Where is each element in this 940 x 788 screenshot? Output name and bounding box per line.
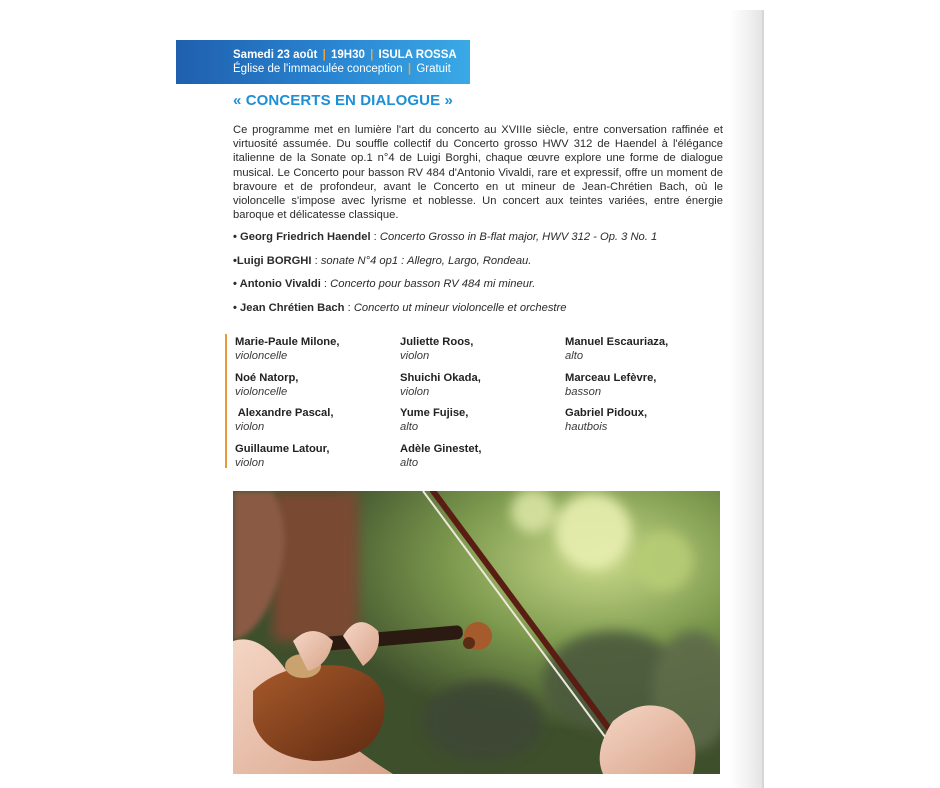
musician-name: Guillaume Latour, [235, 443, 330, 455]
musician-name: Marceau Lefèvre, [565, 372, 657, 384]
event-price: Gratuit [416, 63, 451, 75]
musician-name: Manuel Escauriaza, [565, 336, 669, 348]
musician-instrument: alto [400, 421, 419, 433]
musician-name: Shuichi Okada, [400, 372, 481, 384]
work-title: Concerto pour basson RV 484 mi mineur. [330, 278, 536, 290]
musician [235, 371, 298, 399]
page-edge [762, 10, 764, 788]
musician [235, 442, 330, 470]
musician-instrument: violoncelle [235, 386, 288, 398]
work-title: sonate N°4 op1 : Allegro, Largo, Rondeau. [320, 255, 532, 267]
event-date: Samedi 23 août [233, 49, 318, 61]
program-separator: : [344, 302, 354, 314]
musician [235, 406, 333, 434]
musician-instrument: violoncelle [235, 350, 288, 362]
composer-name: •Luigi BORGHI [233, 255, 312, 267]
musician [400, 335, 473, 363]
composer-name: • Georg Friedrich Haendel [233, 231, 371, 243]
program-item [233, 255, 531, 267]
musician [565, 406, 647, 434]
banner-separator: | [322, 49, 326, 61]
banner-separator: | [407, 63, 412, 75]
musician [565, 371, 656, 399]
musician-name: Noé Natorp, [235, 372, 299, 384]
musicians-accent-bar [225, 334, 227, 468]
musician-name: Gabriel Pidoux, [565, 407, 648, 419]
page-gutter-shadow [730, 10, 764, 788]
musician-name: Marie-Paule Milone, [235, 336, 340, 348]
violinist-photo-illustration [233, 491, 720, 774]
program-separator: : [311, 255, 321, 267]
musician-name: Juliette Roos, [400, 336, 474, 348]
work-title: Concerto Grosso in B-flat major, HWV 312 - Op. 3 No. 1 [379, 231, 658, 243]
musician-instrument: basson [565, 386, 602, 398]
musician [565, 335, 668, 363]
musician [400, 371, 481, 399]
musician-instrument: alto [400, 457, 419, 469]
program-description: Ce programme met en lumière l'art du concerto au XVIIIe siècle, entre conversation raffinée et virtuosité assumée. Du souffle collectif du Concerto grosso HWV 312 de Haendel à l'élégance italienne de la Sonate op.1 n°4 de Luigi Borghi, chaque œuvre explore une forme de dialogue musical. Le Concerto pour basson RV 484 d'Antonio Vivaldi, rare et expressif, offre un moment de bravoure et de profondeur, avant le Concerto en ut mineur de Jean-Chrétien Bach, où le violoncelle s'impose avec lyrisme et noblesse. Un concert aux teintes variées, entre énergie baroque et délicatesse classique. [233, 124, 723, 222]
event-banner [176, 40, 470, 84]
composer-name: • Jean Chrétien Bach [233, 302, 345, 314]
musician-instrument: hautbois [565, 421, 608, 433]
musician-instrument: violon [235, 457, 265, 469]
program-separator: : [320, 278, 331, 290]
program-separator: : [370, 231, 380, 243]
banner-separator: | [370, 49, 374, 61]
musician-instrument: alto [565, 350, 584, 362]
musician-name: Yume Fujise, [400, 407, 469, 419]
musician-name: Adèle Ginestet, [400, 443, 482, 455]
musician [400, 406, 468, 434]
work-title: Concerto ut mineur violoncelle et orchestre [353, 302, 567, 314]
event-time: 19H30 [331, 49, 365, 61]
event-date-time-place [233, 48, 470, 62]
musician [400, 442, 481, 470]
event-venue-price [233, 62, 470, 76]
event-place: ISULA ROSSA [378, 49, 457, 61]
musician-instrument: violon [400, 350, 430, 362]
composer-name: • Antonio Vivaldi [233, 278, 321, 290]
program-item [233, 231, 657, 243]
concert-title: « CONCERTS EN DIALOGUE » [233, 92, 453, 109]
event-venue: Église de l'immaculée conception [233, 63, 403, 75]
musician-name: Alexandre Pascal, [235, 407, 334, 419]
musician-instrument: violon [235, 421, 265, 433]
program-item [233, 302, 566, 314]
program-item [233, 278, 535, 290]
musician-instrument: violon [400, 386, 430, 398]
musician [235, 335, 339, 363]
concert-photo [233, 491, 720, 774]
